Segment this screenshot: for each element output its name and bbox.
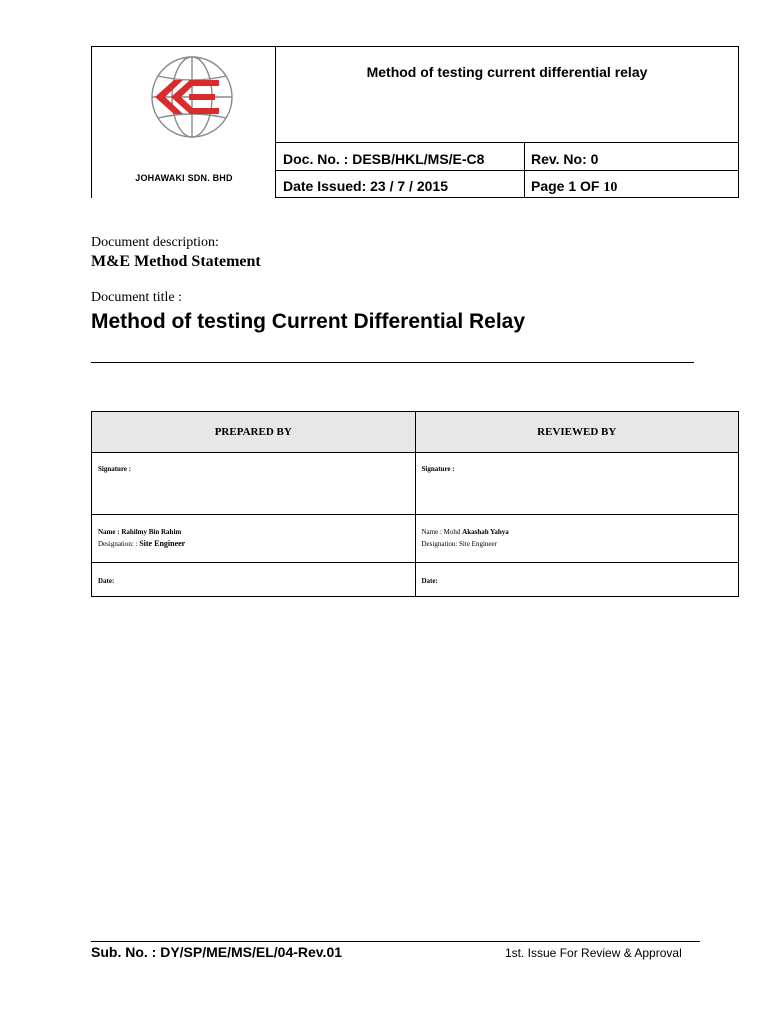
reviewed-designation: Designation: Site Engineer [421, 540, 497, 548]
prepared-date-label: Date: [98, 577, 115, 585]
prepared-date-cell [92, 563, 416, 597]
reviewed-date-cell [415, 563, 739, 597]
company-logo-icon [141, 52, 239, 142]
doc-number: Doc. No. : DESB/HKL/MS/E-C8 [283, 151, 485, 167]
date-issued: Date Issued: 23 / 7 / 2015 [283, 178, 448, 194]
reviewed-name: Name : Mohd Akashah Yahya [421, 528, 509, 536]
footer-divider [91, 941, 700, 942]
description-label: Document description: [91, 235, 219, 250]
submission-number: Sub. No. : DY/SP/ME/MS/EL/04-Rev.01 [91, 944, 343, 960]
reviewed-signature-label: Signature : [421, 465, 455, 473]
issue-status: 1st. Issue For Review & Approval [505, 946, 682, 960]
doc-title-label: Document title : [91, 290, 182, 305]
prepared-by-header: PREPARED BY [92, 412, 416, 453]
company-name: JOHAWAKI SDN. BHD [135, 173, 233, 183]
reviewed-date-label: Date: [421, 577, 438, 585]
title-divider [91, 362, 694, 363]
page-title: Method of testing Current Differential Relay [91, 310, 526, 333]
page-prefix: Page 1 OF [531, 178, 604, 194]
prepared-name: Name : Rahilmy Bin Rahim [98, 528, 182, 536]
prepared-designation: Designation: : Site Engineer [98, 539, 186, 548]
revision-number: Rev. No: 0 [531, 151, 599, 167]
prepared-name-cell [92, 515, 416, 563]
description-value: M&E Method Statement [91, 253, 261, 270]
reviewed-signature-cell [415, 453, 739, 515]
prepared-signature-label: Signature : [98, 465, 132, 473]
header-title: Method of testing current differential relay [366, 64, 648, 80]
page-total: 10 [603, 180, 618, 195]
signoff-table [91, 411, 739, 597]
prepared-signature-cell [92, 453, 416, 515]
reviewed-by-header: REVIEWED BY [415, 412, 739, 453]
page-count [531, 178, 617, 196]
reviewed-name-cell [415, 515, 739, 563]
